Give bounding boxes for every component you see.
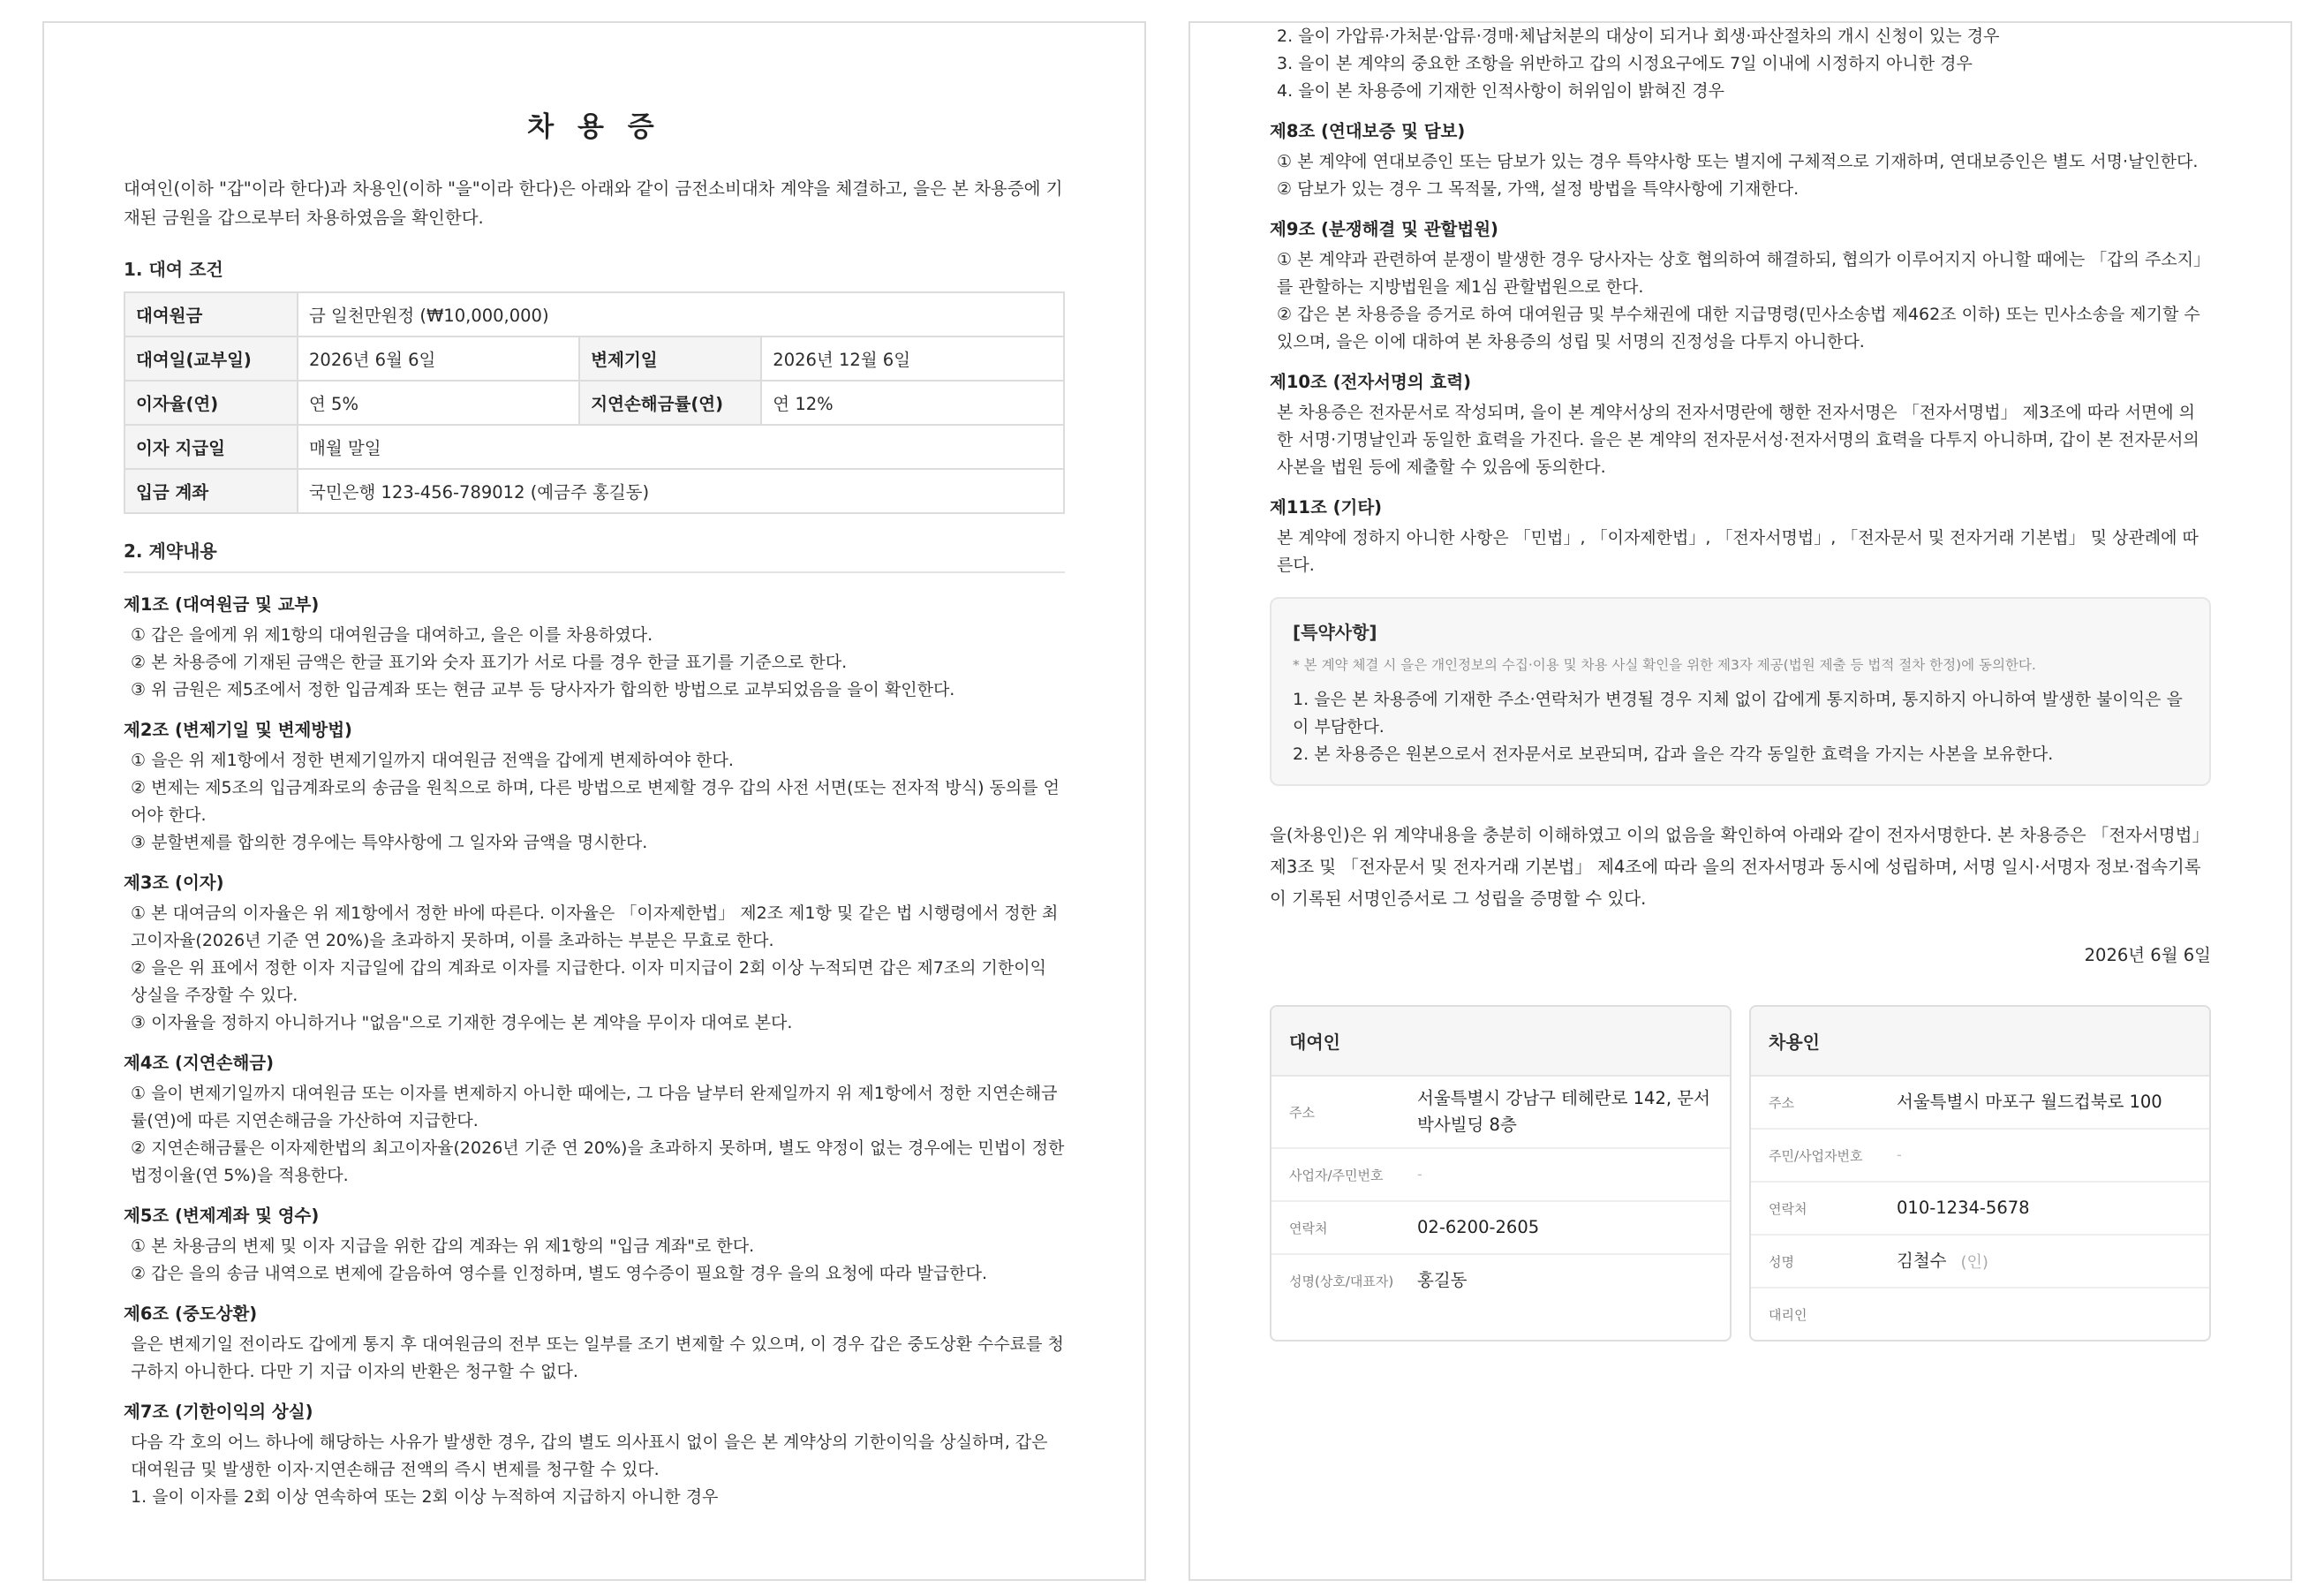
article-line: ② 변제는 제5조의 입금계좌로의 송금을 원칙으로 하며, 다른 방법으로 변제할 경우 갑의 사전 서면(또는 전자적 방식) 동의를 얻어야 한다. xyxy=(131,778,1060,825)
borrower-phone-label: 연락처 xyxy=(1769,1200,1807,1217)
borrower-name-row xyxy=(1751,1236,2209,1289)
loan-date-value: 2026년 6월 6일 xyxy=(298,336,579,381)
article-block xyxy=(124,1049,1065,1190)
article-line: ① 을이 변제기일까지 대여원금 또는 이자를 변제하지 아니한 때에는, 그 다음 날부터 완제일까지 위 제1항에서 정한 지연손해금률(연)에 따른 지연손해금을 가산하여 지급한다. xyxy=(131,1084,1058,1130)
borrower-agent-label: 대리인 xyxy=(1769,1306,1807,1323)
article-line: ① 을은 위 제1항에서 정한 변제기일까지 대여원금 전액을 갑에게 변제하여야 한다. xyxy=(131,751,734,770)
section-1-heading: 1. 대여 조건 xyxy=(124,259,223,280)
section-2-heading: 2. 계약내용 xyxy=(124,537,1065,573)
article-title: 제8조 (연대보증 및 담보) xyxy=(1270,121,1466,141)
article-line: ① 본 차용금의 변제 및 이자 지급을 위한 갑의 계좌는 위 제1항의 "입금 계좌"로 한다. xyxy=(131,1236,755,1256)
table-row xyxy=(124,469,1064,513)
signing-date: 2026년 6월 6일 xyxy=(2084,945,2211,965)
article-title: 제4조 (지연손해금) xyxy=(124,1053,275,1073)
article-title: 제10조 (전자서명의 효력) xyxy=(1270,372,1472,392)
lender-card xyxy=(1270,1005,1732,1342)
late-rate-label: 지연손해금률(연) xyxy=(579,381,761,425)
lender-id-value: - xyxy=(1417,1166,1422,1183)
interest-rate-label: 이자율(연) xyxy=(124,381,298,425)
article-block xyxy=(124,1300,1065,1386)
borrower-name-value: 김철수 xyxy=(1897,1251,1947,1271)
article-line: ① 갑은 을에게 위 제1항의 대여원금을 대여하고, 을은 이를 차용하였다. xyxy=(131,625,653,645)
article-line: ② 을은 위 표에서 정한 이자 지급일에 갑의 계좌로 이자를 지급한다. 이자 미지급이 2회 이상 누적되면 갑은 제7조의 기한이익 상실을 주장할 수 있다. xyxy=(131,958,1046,1005)
article-line: ② 지연손해금률은 이자제한법의 최고이자율(2026년 기준 연 20%)을 초과하지 못하며, 별도 약정이 없는 경우에는 민법이 정한 법정이율(연 5%)을 적용한다. xyxy=(131,1138,1065,1185)
article-line: ① 본 계약에 연대보증인 또는 담보가 있는 경우 특약사항 또는 별지에 구체적으로 기재하며, 연대보증인은 별도 서명·날인한다. xyxy=(1277,152,2199,171)
article-line: ① 본 계약과 관련하여 분쟁이 발생한 경우 당사자는 상호 협의하여 해결하되, 협의가 이루어지지 아니할 때에는 「갑의 주소지」를 관할하는 지방법원을 제1심 관할법원으로 한다. xyxy=(1277,250,2211,297)
article-line: 을은 변제기일 전이라도 갑에게 통지 후 대여원금의 전부 또는 일부를 조기 변제할 수 있으며, 이 경우 갑은 중도상환 수수료를 청구하지 아니한다. 다만 기 지급 이자의 반환은 청구할 수 없다. xyxy=(131,1334,1064,1381)
lender-phone-row xyxy=(1271,1202,1730,1255)
article-line: 2. 을이 가압류·가처분·압류·경매·체납처분의 대상이 되거나 회생·파산절차의 개시 신청이 있는 경우 xyxy=(1277,26,2000,46)
article-block xyxy=(124,716,1065,857)
articles-left xyxy=(124,591,1065,1511)
table-row xyxy=(124,336,1064,381)
lender-name-row xyxy=(1271,1255,1730,1306)
article-line: ② 갑은 본 차용증을 증거로 하여 대여원금 및 부수채권에 대한 지급명령(민사소송법 제462조 이하) 또는 민사소송을 제기할 수 있으며, 을은 이에 대하여 본 차용증의 성립 및 서명의 진정성을 다투지 아니한다. xyxy=(1277,305,2200,352)
article-line: 다음 각 호의 어느 하나에 해당하는 사유가 발생한 경우, 갑의 별도 의사표시 없이 을은 본 계약상의 기한이익을 상실하며, 갑은 대여원금 및 발생한 이자·지연손해금 전액의 즉시 변제를 청구할 수 있다. xyxy=(131,1432,1048,1479)
borrower-agent-row xyxy=(1751,1289,2209,1340)
page-1-content xyxy=(124,23,1065,1579)
lender-phone-value: 02-6200-2605 xyxy=(1417,1217,1540,1237)
loan-date-label: 대여일(교부일) xyxy=(124,336,298,381)
document-page-1 xyxy=(42,21,1146,1581)
article-7-continued xyxy=(1270,23,2211,105)
special-term-line: 2. 본 차용증은 원본으로서 전자문서로 보관되며, 갑과 을은 각각 동일한 효력을 가지는 사본을 보유한다. xyxy=(1293,745,2054,764)
article-block xyxy=(124,869,1065,1037)
lender-address-label: 주소 xyxy=(1289,1104,1315,1121)
lender-address-value: 서울특별시 강남구 테헤란로 142, 문서박사빌딩 8층 xyxy=(1417,1088,1710,1135)
borrower-address-label: 주소 xyxy=(1769,1094,1794,1111)
principal-value: 금 일천만원정 (₩10,000,000) xyxy=(298,292,1064,336)
table-row xyxy=(124,292,1064,336)
article-line: 본 차용증은 전자문서로 작성되며, 을이 본 계약서상의 전자서명란에 행한 전자서명은 「전자서명법」 제3조에 따라 서면에 의한 서명·기명날인과 동일한 효력을 가진다. 을은 본 계약의 전자문서성·전자서명의 효력을 다투지 아니하며, 갑이 본 전자문서의 사본을 법원 등에 제출할 수 있음에 동의한다. xyxy=(1277,403,2200,477)
article-block xyxy=(1270,117,2211,203)
seal-mark: (인) xyxy=(1960,1253,1988,1272)
article-title: 제2조 (변제기일 및 변제방법) xyxy=(124,720,352,740)
borrower-phone-row xyxy=(1751,1183,2209,1236)
party-cards xyxy=(1270,1005,2211,1342)
payment-day-value: 매월 말일 xyxy=(298,425,1064,469)
article-title: 제3조 (이자) xyxy=(124,873,224,893)
lender-heading: 대여인 xyxy=(1271,1007,1730,1077)
due-date-label: 변제기일 xyxy=(579,336,761,381)
borrower-id-value: - xyxy=(1897,1146,1902,1163)
principal-label: 대여원금 xyxy=(124,292,298,336)
special-terms-note: * 본 계약 체결 시 을은 개인정보의 수집·이용 및 차용 사실 확인을 위한 제3자 제공(법원 제출 등 법적 절차 한정)에 동의한다. xyxy=(1293,657,2036,673)
lender-phone-label: 연락처 xyxy=(1289,1220,1328,1236)
article-line: 1. 을이 이자를 2회 이상 연속하여 또는 2회 이상 누적하여 지급하지 아니한 경우 xyxy=(131,1487,719,1507)
article-line: ① 본 대여금의 이자율은 위 제1항에서 정한 바에 따른다. 이자율은 「이자제한법」 제2조 제1항 및 같은 법 시행령에서 정한 최고이자율(2026년 기준 연 20%)을 초과하지 못하며, 이를 초과하는 부분은 무효로 한다. xyxy=(131,903,1059,950)
article-title: 제7조 (기한이익의 상실) xyxy=(124,1402,313,1422)
article-block xyxy=(1270,494,2211,579)
borrower-address-value: 서울특별시 마포구 월드컵북로 100 xyxy=(1897,1092,2162,1112)
article-line: ③ 이자율을 정하지 아니하거나 "없음"으로 기재한 경우에는 본 계약을 무이자 대여로 본다. xyxy=(131,1013,793,1032)
article-line: 3. 을이 본 계약의 중요한 조항을 위반하고 갑의 시정요구에도 7일 이내에 시정하지 아니한 경우 xyxy=(1277,54,1973,73)
article-block xyxy=(1270,215,2211,356)
article-title: 제9조 (분쟁해결 및 관할법원) xyxy=(1270,219,1498,239)
special-terms-title: [특약사항] xyxy=(1293,622,1377,643)
article-title: 제1조 (대여원금 및 교부) xyxy=(124,594,320,615)
table-row xyxy=(124,381,1064,425)
special-term-line: 1. 을은 본 차용증에 기재한 주소·연락처가 변경될 경우 지체 없이 갑에게 통지하며, 통지하지 아니하여 발생한 불이익은 을이 부담한다. xyxy=(1293,690,2183,737)
document-title: 차 용 증 xyxy=(527,111,661,143)
intro-paragraph: 대여인(이하 "갑"이라 한다)과 차용인(이하 "을"이라 한다)은 아래와 같이 금전소비대차 계약을 체결하고, 을은 본 차용증에 기재된 금원을 갑으로부터 차용하였음을 확인한다. xyxy=(124,178,1063,228)
article-title: 제5조 (변제계좌 및 영수) xyxy=(124,1206,320,1226)
borrower-card xyxy=(1749,1005,2211,1342)
article-block xyxy=(124,591,1065,704)
article-title: 제6조 (중도상환) xyxy=(124,1304,258,1324)
page-2-content xyxy=(1270,23,2211,1579)
article-title: 제11조 (기타) xyxy=(1270,497,1383,518)
closing-paragraph: 을(차용인)은 위 계약내용을 충분히 이해하였고 이의 없음을 확인하여 아래와 같이 전자서명한다. 본 차용증은 「전자서명법」 제3조 및 「전자문서 및 전자거래 기본법」 제4조에 따라 을의 전자서명과 동시에 성립하며, 서명 일시·서명자 정보·접속기록이 기록된 서명인증서로 그 성립을 증명할 수 있다. xyxy=(1270,825,2210,909)
lender-name-label: 성명(상호/대표자) xyxy=(1289,1273,1394,1289)
borrower-heading: 차용인 xyxy=(1751,1007,2209,1077)
borrower-name-label: 성명 xyxy=(1769,1253,1794,1270)
article-line: ③ 분할변제를 합의한 경우에는 특약사항에 그 일자와 금액을 명시한다. xyxy=(131,833,648,852)
special-terms-box xyxy=(1270,597,2211,786)
article-line: 본 계약에 정하지 아니한 사항은 「민법」, 「이자제한법」, 「전자서명법」, 「전자문서 및 전자거래 기본법」 및 상관례에 따른다. xyxy=(1277,528,2199,575)
articles-right xyxy=(1270,117,2211,579)
article-line: ② 갑은 을의 송금 내역으로 변제에 갈음하여 영수를 인정하며, 별도 영수증이 필요할 경우 을의 요청에 따라 발급한다. xyxy=(131,1264,988,1283)
borrower-address-row xyxy=(1751,1077,2209,1130)
table-row xyxy=(124,425,1064,469)
article-line: 4. 을이 본 차용증에 기재한 인적사항이 허위임이 밝혀진 경우 xyxy=(1277,81,1724,101)
interest-rate-value: 연 5% xyxy=(298,381,579,425)
account-value: 국민은행 123-456-789012 (예금주 홍길동) xyxy=(298,469,1064,513)
borrower-phone-value: 010-1234-5678 xyxy=(1897,1198,2030,1218)
payment-day-label: 이자 지급일 xyxy=(124,425,298,469)
due-date-value: 2026년 12월 6일 xyxy=(761,336,1064,381)
article-line: ② 본 차용증에 기재된 금액은 한글 표기와 숫자 표기가 서로 다를 경우 한글 표기를 기준으로 한다. xyxy=(131,653,848,672)
document-page-2 xyxy=(1188,21,2292,1581)
article-line: ② 담보가 있는 경우 그 목적물, 가액, 설정 방법을 특약사항에 기재한다. xyxy=(1277,179,1800,199)
lender-address-row xyxy=(1271,1077,1730,1149)
borrower-id-row xyxy=(1751,1130,2209,1183)
borrower-id-label: 주민/사업자번호 xyxy=(1769,1147,1863,1164)
lender-name-value: 홍길동 xyxy=(1417,1270,1468,1290)
loan-terms-table xyxy=(124,291,1065,514)
article-block xyxy=(124,1202,1065,1288)
account-label: 입금 계좌 xyxy=(124,469,298,513)
late-rate-value: 연 12% xyxy=(761,381,1064,425)
article-block xyxy=(124,1398,1065,1511)
lender-id-row xyxy=(1271,1149,1730,1202)
article-block xyxy=(1270,368,2211,481)
lender-id-label: 사업자/주민번호 xyxy=(1289,1167,1384,1183)
article-line: ③ 위 금원은 제5조에서 정한 입금계좌 또는 현금 교부 등 당사자가 합의한 방법으로 교부되었음을 을이 확인한다. xyxy=(131,680,955,699)
